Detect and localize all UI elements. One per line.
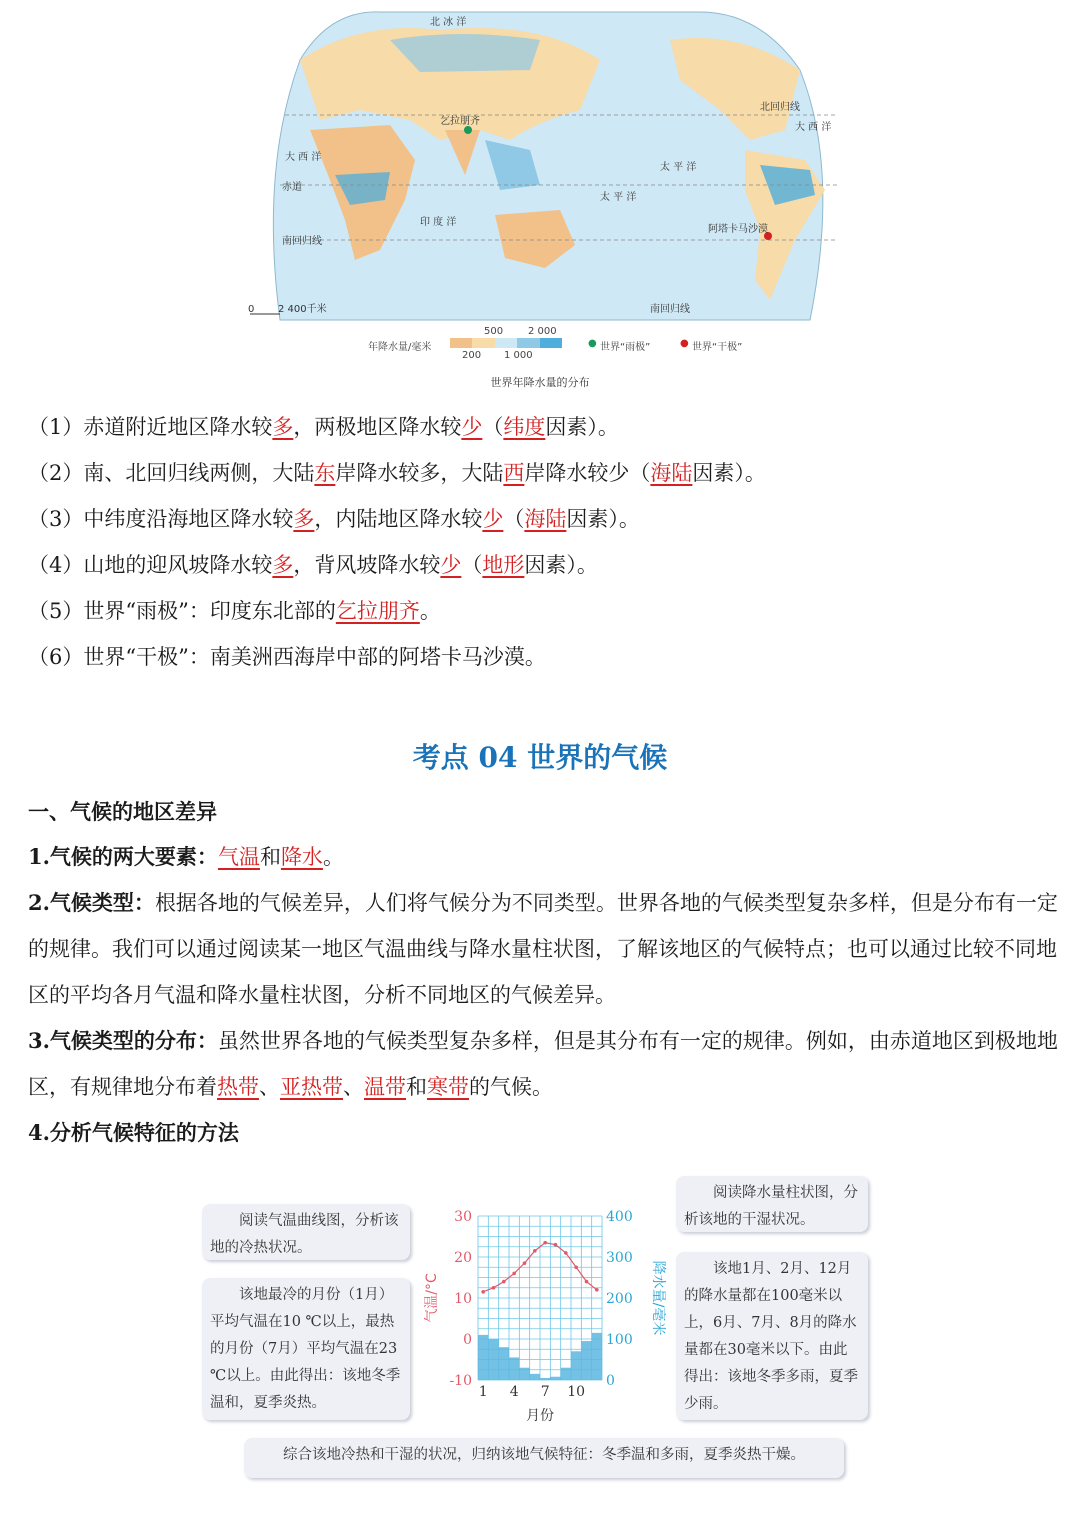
map-caption: 世界年降水量的分布: [490, 376, 590, 389]
month-tick: 10: [567, 1384, 586, 1400]
box-read-precipitation: 阅读降水量柱状图，分析该地的干湿状况。: [676, 1176, 868, 1232]
box-precipitation-analysis: 该地1月、2月、12月的降水量都在100毫米以上，6月、7月、8月的降水量都在30毫米以下。由此得出：该地冬季多雨，夏季少雨。: [676, 1252, 868, 1420]
temp-point: [564, 1251, 568, 1255]
list-item: （2）南、北回归线两侧，大陆东岸降水较多，大陆西岸降水较少（海陆因素）。: [28, 461, 766, 485]
temp-tick: 10: [454, 1291, 472, 1307]
legend-2000: 2 000: [528, 326, 557, 337]
scale-zero: 0: [248, 304, 255, 315]
temp-point: [533, 1249, 537, 1253]
dry-pole-label: 阿塔卡马沙漠: [708, 224, 768, 235]
tropic-south-label: 南回归线: [282, 236, 322, 247]
list-item: （1）赤道附近地区降水较多，两极地区降水较少（纬度因素）。: [28, 415, 619, 439]
map-legend: [368, 326, 788, 366]
precip-tick: 100: [606, 1332, 633, 1348]
precip-bar: [540, 1378, 550, 1380]
scale-dist: 2 400千米: [278, 304, 327, 315]
list-item: （4）山地的迎风坡降水较多，背风坡降水较少（地形因素）。: [28, 553, 598, 577]
temp-point: [502, 1280, 506, 1284]
precip-tick: 300: [606, 1250, 633, 1266]
temp-tick: 0: [463, 1332, 472, 1348]
temp-point: [492, 1286, 496, 1290]
section-title: 考点 04 世界的气候: [412, 741, 668, 774]
precip-tick: 0: [606, 1373, 615, 1389]
month-tick: 1: [478, 1384, 488, 1400]
legend-wet-dot: ●: [588, 338, 597, 349]
climate-chart: [422, 1202, 668, 1428]
month-tick: 4: [509, 1384, 519, 1400]
precip-bar: [488, 1339, 498, 1380]
precip-bar: [519, 1368, 529, 1380]
legend-label: 年降水量/毫米: [368, 342, 432, 353]
precip-bar: [571, 1351, 581, 1380]
wet-pole-dot: [464, 126, 472, 134]
temp-point: [574, 1265, 578, 1269]
box-read-temperature: 阅读气温曲线图，分析该地的冷热状况。: [202, 1204, 410, 1260]
paragraph-elements: 1.气候的两大要素：气温和降水。: [28, 844, 344, 869]
ocean-label-pacific-east: 太 平 洋: [660, 162, 697, 173]
precip-bar: [592, 1333, 602, 1380]
wet-pole-label: 乞拉朋齐: [440, 116, 480, 127]
tropic-north-label: 北回归线: [760, 102, 800, 113]
precip-axis-label: 降水量/毫米: [650, 1260, 666, 1336]
precip-bar: [499, 1347, 509, 1380]
tropic-south-label-2: 南回归线: [650, 304, 690, 315]
precip-bar: [478, 1335, 488, 1380]
temp-point: [481, 1290, 485, 1294]
precip-bar: [509, 1357, 519, 1380]
temp-tick: -10: [449, 1373, 472, 1389]
precip-tick: 400: [606, 1209, 633, 1225]
precip-bar: [550, 1377, 560, 1380]
box-summary: 综合该地冷热和干湿的状况，归纳该地气候特征：冬季温和多雨，夏季炎热干燥。: [244, 1438, 844, 1478]
paragraph-method: 4.分析气候特征的方法: [28, 1120, 239, 1145]
precip-axis-ticks: [606, 1209, 633, 1389]
list-item: （3）中纬度沿海地区降水较多，内陆地区降水较少（海陆因素）。: [28, 507, 640, 531]
box-temperature-analysis: 该地最冷的月份（1月）平均气温在10 ℃以上，最热的月份（7月）平均气温在23 ℃以上。由此得出：该地冬季温和，夏季炎热。: [202, 1278, 410, 1420]
temp-point: [512, 1272, 516, 1276]
temp-point: [595, 1288, 599, 1292]
temp-point: [585, 1280, 589, 1284]
temp-tick: 30: [454, 1209, 472, 1225]
temp-point: [523, 1261, 527, 1265]
section-heading: 一、气候的地区差异: [28, 799, 217, 824]
precip-bar: [561, 1368, 571, 1380]
ocean-label-indian: 印 度 洋: [420, 217, 457, 228]
legend-500: 500: [484, 326, 504, 337]
temp-point: [543, 1241, 547, 1245]
ocean-label-north: 北 冰 洋: [430, 17, 467, 28]
climate-diagram: [200, 1170, 880, 1490]
month-axis-label: 月份: [526, 1408, 554, 1424]
precip-tick: 200: [606, 1291, 633, 1307]
paragraph-types: 2.气候类型：根据各地的气候差异，人们将气候分为不同类型。世界各地的气候类型复杂多样，但是分布有一定的规律。我们可以通过阅读某一地区气温曲线与降水量柱状图，了解该地区的气候特点；也可以通过比较不同地区的平均各月气温和降水量柱状图，分析不同地区的气候差异。: [28, 890, 1058, 1007]
precipitation-map: [240, 0, 840, 400]
temp-axis-label: 气温/°C: [424, 1273, 440, 1323]
ocean-label-atlantic-east: 大 西 洋: [795, 122, 832, 133]
month-axis-ticks: [479, 1384, 585, 1400]
temp-point: [554, 1243, 558, 1247]
list-item: （5）世界“雨极”：印度东北部的乞拉朋齐。: [28, 599, 441, 623]
precip-bar: [530, 1374, 540, 1380]
ocean-label-atlantic-west: 大 西 洋: [285, 152, 322, 163]
legend-200: 200: [462, 350, 482, 361]
equator-label: 赤道: [282, 182, 302, 193]
temp-tick: 20: [454, 1250, 472, 1266]
month-tick: 7: [540, 1384, 550, 1400]
precip-bar: [581, 1341, 591, 1380]
legend-wet-label: 世界“雨极”: [600, 342, 651, 353]
world-map-graphic: [240, 0, 840, 330]
list-item: （6）世界“干极”：南美洲西海岸中部的阿塔卡马沙漠。: [28, 645, 546, 669]
legend-dry-dot: ●: [680, 338, 689, 349]
ocean-label-pacific: 太 平 洋: [600, 192, 637, 203]
legend-1000: 1 000: [504, 350, 533, 361]
paragraph-distribution: 3.气候类型的分布：虽然世界各地的气候类型复杂多样，但是其分布有一定的规律。例如，由赤道地区到极地地区，有规律地分布着热带、亚热带、温带和寒带的气候。: [28, 1028, 1058, 1099]
legend-dry-label: 世界“干极”: [692, 342, 743, 353]
legend-scale: [450, 338, 562, 348]
temp-axis-ticks: [449, 1209, 472, 1389]
